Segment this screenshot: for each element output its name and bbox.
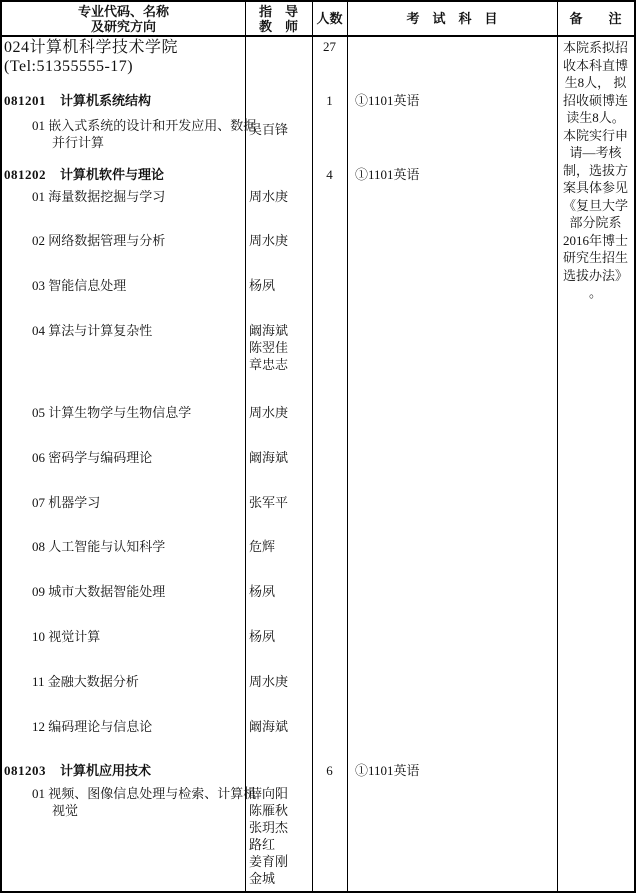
advisor-name: 杨夙 bbox=[249, 584, 276, 599]
advisor-name: 金城 bbox=[249, 871, 276, 886]
direction-number: 11 bbox=[32, 674, 45, 689]
remark-line: 案具体参见 bbox=[562, 180, 628, 195]
direction-title: 视觉计算 bbox=[48, 629, 101, 644]
header-advisor-line1: 指 导 bbox=[258, 3, 298, 19]
direction-title: 视频、图像信息处理与检索、计算机视觉 bbox=[48, 786, 257, 818]
header-advisor-line2: 教 师 bbox=[258, 18, 298, 34]
advisor-name: 薛向阳 bbox=[249, 786, 289, 801]
remark-line: 制，选拔方 bbox=[562, 162, 628, 178]
advisor-name: 张军平 bbox=[249, 495, 289, 510]
program-name: 计算机应用技术 bbox=[60, 763, 152, 778]
direction-number: 03 bbox=[32, 278, 45, 293]
direction-row bbox=[32, 538, 266, 555]
remark-line: 部分院系 bbox=[569, 215, 622, 230]
remark-line: 选拔办法》 bbox=[562, 267, 628, 283]
direction-row bbox=[32, 404, 266, 421]
direction-row bbox=[32, 117, 266, 151]
direction-number: 06 bbox=[32, 450, 45, 465]
program-name: 计算机软件与理论 bbox=[60, 167, 165, 182]
program-code-row bbox=[4, 92, 151, 109]
remark-line: 本院系拟招 bbox=[562, 40, 628, 55]
remark-line: 读生8人。 bbox=[566, 110, 625, 125]
header-separator-line bbox=[2, 35, 634, 37]
direction-number: 07 bbox=[32, 495, 45, 510]
remark-line: 请—考核 bbox=[569, 145, 622, 160]
header-remarks bbox=[557, 2, 634, 35]
direction-number: 01 bbox=[32, 189, 45, 204]
direction-title: 编码理论与信息论 bbox=[48, 719, 153, 734]
column-advisor bbox=[245, 2, 313, 891]
header-count bbox=[312, 2, 347, 35]
header-advisor bbox=[245, 2, 312, 35]
column-remarks bbox=[557, 2, 634, 891]
direction-number: 02 bbox=[32, 233, 45, 248]
program-code: 081203 bbox=[4, 763, 46, 778]
institute-tel: (Tel:51355555-17) bbox=[4, 58, 134, 75]
direction-title: 机器学习 bbox=[48, 495, 101, 510]
advisor-name: 姜育刚 bbox=[249, 854, 289, 869]
direction-row bbox=[32, 322, 266, 339]
remark-line: 生8人， 拟 bbox=[564, 75, 627, 90]
header-remarks-label: 备 注 bbox=[569, 11, 622, 26]
direction-title: 城市大数据智能处理 bbox=[48, 584, 166, 599]
remark-line: 招收硕博连 bbox=[562, 92, 628, 108]
direction-number: 05 bbox=[32, 405, 45, 420]
direction-title: 智能信息处理 bbox=[48, 278, 127, 293]
exam-subjects: ①1101英语 bbox=[355, 167, 420, 182]
advisor-name: 阚海斌 bbox=[249, 323, 289, 338]
advisor-name: 阚海斌 bbox=[249, 719, 289, 734]
admission-count: 6 bbox=[326, 763, 333, 778]
column-major bbox=[2, 2, 257, 891]
advisor-name: 章忠志 bbox=[249, 357, 289, 372]
direction-number: 10 bbox=[32, 629, 45, 644]
remark-line: 收本科直博 bbox=[562, 57, 628, 73]
program-code-row bbox=[4, 166, 164, 183]
admission-count: 1 bbox=[326, 93, 333, 108]
header-major bbox=[2, 2, 245, 35]
direction-row bbox=[32, 673, 266, 690]
direction-row bbox=[32, 188, 266, 205]
direction-title: 计算生物学与生物信息学 bbox=[48, 405, 192, 420]
program-code-row bbox=[4, 762, 151, 779]
direction-title: 人工智能与认知科学 bbox=[48, 539, 166, 554]
direction-row bbox=[32, 449, 266, 466]
admission-count: 4 bbox=[326, 167, 333, 182]
remark-line: 。 bbox=[588, 285, 602, 300]
program-code: 081202 bbox=[4, 167, 46, 182]
institute-total-count: 27 bbox=[323, 39, 336, 54]
direction-title: 嵌入式系统的设计和开发应用、数据并行计算 bbox=[48, 118, 257, 150]
direction-row bbox=[32, 785, 266, 819]
advisor-name: 杨夙 bbox=[249, 629, 276, 644]
direction-row bbox=[32, 718, 266, 735]
direction-row bbox=[32, 628, 266, 645]
institute-name: 024计算机科学技术学院 bbox=[4, 39, 179, 56]
header-count-label: 人数 bbox=[316, 11, 343, 26]
remarks-text bbox=[557, 39, 634, 302]
column-count bbox=[312, 2, 348, 891]
advisor-name-group bbox=[249, 785, 288, 887]
advisor-name: 杨夙 bbox=[249, 278, 276, 293]
direction-row bbox=[32, 232, 266, 249]
advisor-name-group bbox=[249, 322, 288, 373]
program-name: 计算机系统结构 bbox=[60, 93, 152, 108]
direction-number: 08 bbox=[32, 539, 45, 554]
advisor-name: 周水庚 bbox=[249, 405, 289, 420]
direction-number: 09 bbox=[32, 584, 45, 599]
advisor-name: 张玥杰 bbox=[249, 820, 289, 835]
direction-title: 密码学与编码理论 bbox=[48, 450, 153, 465]
advisor-name: 路红 bbox=[249, 837, 276, 852]
remark-line: 2016年博士 bbox=[562, 232, 628, 248]
direction-number: 12 bbox=[32, 719, 45, 734]
header-exam bbox=[347, 2, 557, 35]
advisor-name: 周水庚 bbox=[249, 674, 289, 689]
column-exam bbox=[347, 2, 558, 891]
direction-number: 01 bbox=[32, 786, 45, 801]
header-major-line1: 专业代码、名称 bbox=[77, 3, 169, 19]
remark-line: 《复旦大学 bbox=[562, 197, 628, 213]
advisor-name: 阚海斌 bbox=[249, 450, 289, 465]
advisor-name: 周水庚 bbox=[249, 189, 289, 204]
exam-subjects: ①1101英语 bbox=[355, 93, 420, 108]
remark-line: 本院实行申 bbox=[562, 127, 628, 143]
exam-subjects: ①1101英语 bbox=[355, 763, 420, 778]
advisor-name: 陈翌佳 bbox=[249, 340, 289, 355]
header-exam-label: 考 试 科 目 bbox=[406, 11, 498, 26]
advisor-name: 陈雁秋 bbox=[249, 803, 289, 818]
direction-title: 海量数据挖掘与学习 bbox=[48, 189, 166, 204]
remark-line: 研究生招生 bbox=[562, 250, 628, 265]
program-code: 081201 bbox=[4, 93, 46, 108]
advisor-name: 周水庚 bbox=[249, 233, 289, 248]
direction-row bbox=[32, 583, 266, 600]
direction-row bbox=[32, 494, 266, 511]
direction-row bbox=[32, 277, 266, 294]
direction-number: 01 bbox=[32, 118, 45, 133]
advisor-name: 吴百锋 bbox=[249, 122, 289, 137]
header-major-line2: 及研究方向 bbox=[90, 18, 156, 34]
direction-number: 04 bbox=[32, 323, 45, 338]
advisor-name: 危辉 bbox=[249, 539, 276, 554]
direction-title: 金融大数据分析 bbox=[47, 674, 139, 689]
direction-title: 网络数据管理与分析 bbox=[48, 233, 166, 248]
direction-title: 算法与计算复杂性 bbox=[48, 323, 153, 338]
